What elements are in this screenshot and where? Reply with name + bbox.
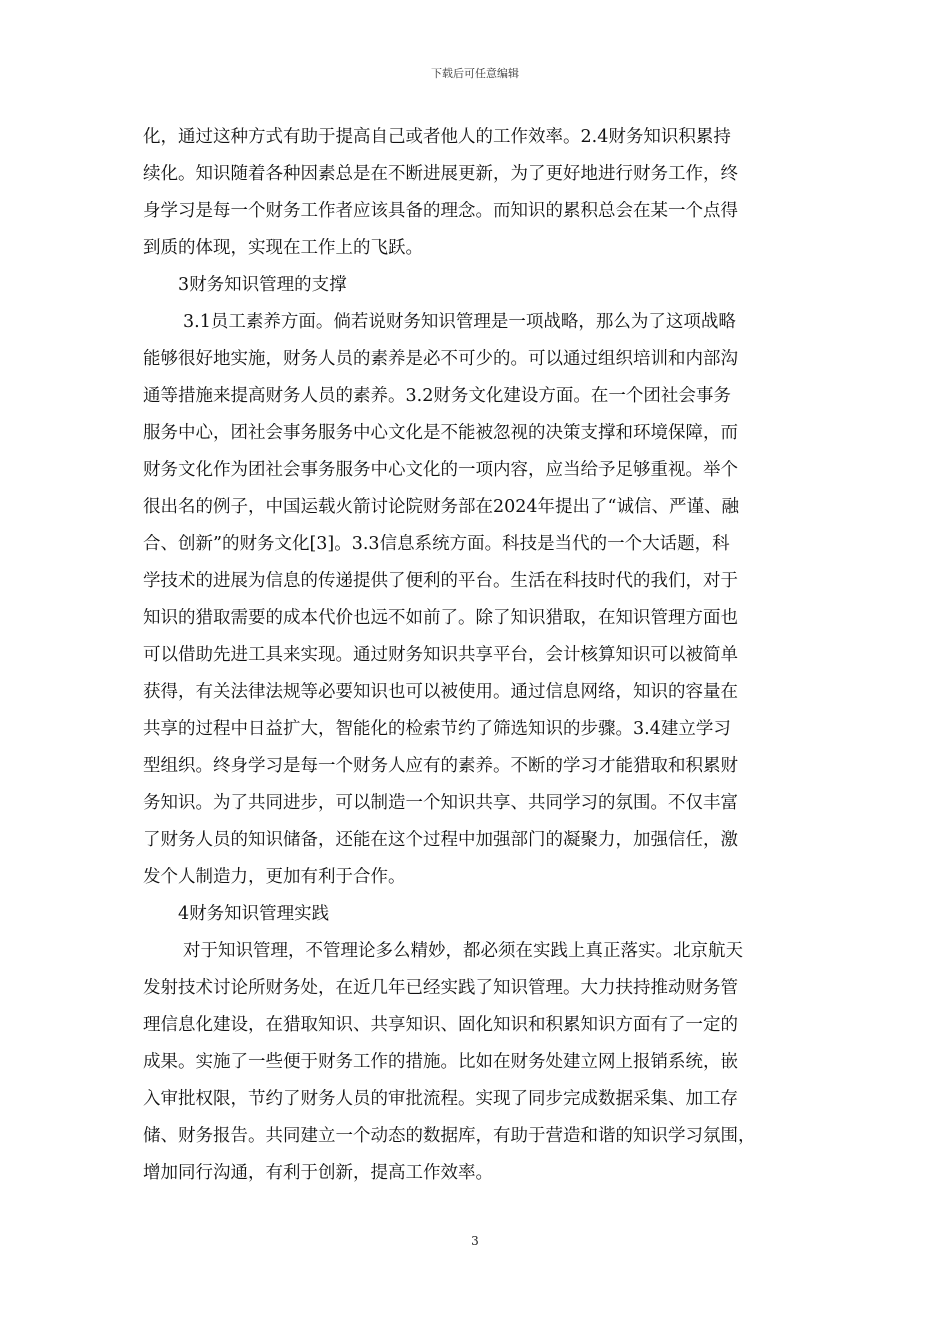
section-heading: 3财务知识管理的支撑: [178, 275, 347, 295]
page-number: 3: [471, 1234, 479, 1248]
text-line: 到质的体现，实现在工作上的飞跃。: [143, 238, 423, 258]
text-line: 财务文化作为团社会事务服务中心文化的一项内容，应当给予足够重视。举个: [143, 460, 738, 480]
text-line: 可以借助先进工具来实现。通过财务知识共享平台，会计核算知识可以被简单: [143, 645, 738, 665]
text-line: 共享的过程中日益扩大，智能化的检索节约了筛选知识的步骤。3.4建立学习: [143, 719, 731, 739]
text-line: 很出名的例子，中国运载火箭讨论院财务部在2024年提出了“诚信、严谨、融: [143, 497, 739, 517]
text-line: 能够很好地实施，财务人员的素养是必不可少的。可以通过组织培训和内部沟: [143, 349, 738, 369]
text-line: 3.1员工素养方面。倘若说财务知识管理是一项战略，那么为了这项战略: [183, 312, 736, 332]
text-line: 发个人制造力，更加有利于合作。: [143, 867, 406, 887]
text-line: 了财务人员的知识储备，还能在这个过程中加强部门的凝聚力，加强信任，激: [143, 830, 738, 850]
text-line: 知识的猎取需要的成本代价也远不如前了。除了知识猎取，在知识管理方面也: [143, 608, 738, 628]
text-line: 成果。实施了一些便于财务工作的措施。比如在财务处建立网上报销系统，嵌: [143, 1052, 738, 1072]
document-body: [143, 119, 809, 1192]
text-line: 入审批权限，节约了财务人员的审批流程。实现了同步完成数据采集、加工存: [143, 1089, 738, 1109]
text-line: 服务中心，团社会事务服务中心文化是不能被忽视的决策支撑和环境保障，而: [143, 423, 738, 443]
text-line: 身学习是每一个财务工作者应该具备的理念。而知识的累积总会在某一个点得: [143, 201, 738, 221]
text-line: 务知识。为了共同进步，可以制造一个知识共享、共同学习的氛围。不仅丰富: [143, 793, 738, 813]
text-line: 增加同行沟通，有利于创新，提高工作效率。: [143, 1163, 493, 1183]
text-line: 通等措施来提高财务人员的素养。3.2财务文化建设方面。在一个团社会事务: [143, 386, 731, 406]
section-heading: 4财务知识管理实践: [178, 904, 330, 924]
text-line: 储、财务报告。共同建立一个动态的数据库，有助于营造和谐的知识学习氛围，: [143, 1126, 756, 1146]
text-line: 型组织。终身学习是每一个财务人应有的素养。不断的学习才能猎取和积累财: [143, 756, 738, 776]
page-header: 下载后可任意编辑: [431, 67, 519, 80]
text-line: 学技术的进展为信息的传递提供了便利的平台。生活在科技时代的我们，对于: [143, 571, 738, 591]
text-line: 发射技术讨论所财务处，在近几年已经实践了知识管理。大力扶持推动财务管: [143, 978, 738, 998]
text-line: 理信息化建设，在猎取知识、共享知识、固化知识和积累知识方面有了一定的: [143, 1015, 738, 1035]
text-line: 续化。知识随着各种因素总是在不断进展更新，为了更好地进行财务工作，终: [143, 164, 738, 184]
text-line: 合、创新”的财务文化[3]。3.3信息系统方面。科技是当代的一个大话题，科: [143, 534, 730, 554]
text-line: 化，通过这种方式有助于提高自己或者他人的工作效率。2.4财务知识积累持: [143, 127, 731, 147]
text-line: 对于知识管理，不管理论多么精妙，都必须在实践上真正落实。北京航天: [183, 941, 743, 961]
text-line: 获得，有关法律法规等必要知识也可以被使用。通过信息网络，知识的容量在: [143, 682, 738, 702]
